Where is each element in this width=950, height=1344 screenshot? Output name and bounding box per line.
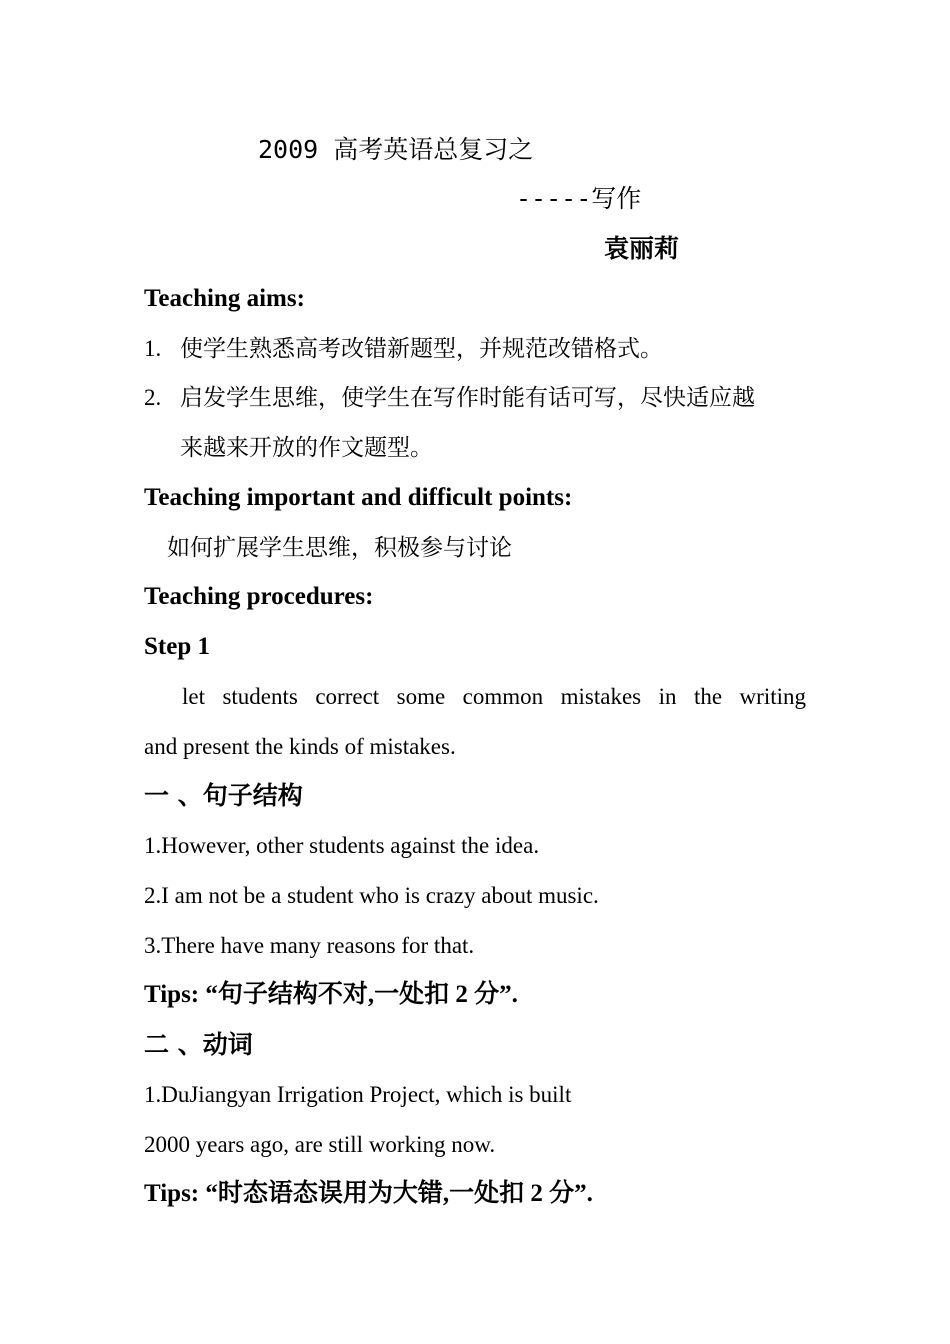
tips-sentence-structure: Tips: “句子结构不对,一处扣 2 分”. [144,981,518,1008]
important-points-text: 如何扩展学生思维，积极参与讨论 [167,535,512,560]
example-sentence: 3.There have many reasons for that. [144,933,475,958]
author-name: 袁丽莉 [604,234,680,263]
step-heading: Step 1 [144,633,210,660]
tips-verbs: Tips: “时态语态误用为大错,一处扣 2 分”. [144,1180,593,1207]
procedures-heading: Teaching procedures: [144,583,374,610]
aim-item-2 [144,383,755,413]
document-subtitle: -----写作 [516,184,642,213]
aim-text: 启发学生思维，使学生在写作时能有话可写，尽快适应越 [180,385,755,410]
step-intro-line-1: let students correct some common mistakes in the writing [182,684,806,709]
teaching-aims-heading: Teaching aims: [144,285,305,312]
important-points-heading: Teaching important and difficult points: [144,484,573,511]
example-sentence-continuation: 2000 years ago, are still working now. [144,1132,496,1157]
aim-item-2-continuation: 来越来开放的作文题型。 [180,435,433,460]
section-verbs-heading: 二 、动词 [144,1030,253,1059]
aim-number: 2. [144,385,162,410]
step-intro-line-2: and present the kinds of mistakes. [144,734,456,759]
example-sentence: 2.I am not be a student who is crazy about music. [144,883,599,908]
document-title: 2009 高考英语总复习之 [258,135,534,164]
aim-item-1 [144,334,663,364]
example-sentence: 1.DuJiangyan Irrigation Project, which is built [144,1082,572,1107]
example-sentence: 1.However, other students against the idea. [144,833,540,858]
aim-number: 1. [144,336,162,361]
section-sentence-structure-heading: 一 、句子结构 [144,781,303,810]
aim-text: 使学生熟悉高考改错新题型，并规范改错格式。 [180,336,663,361]
